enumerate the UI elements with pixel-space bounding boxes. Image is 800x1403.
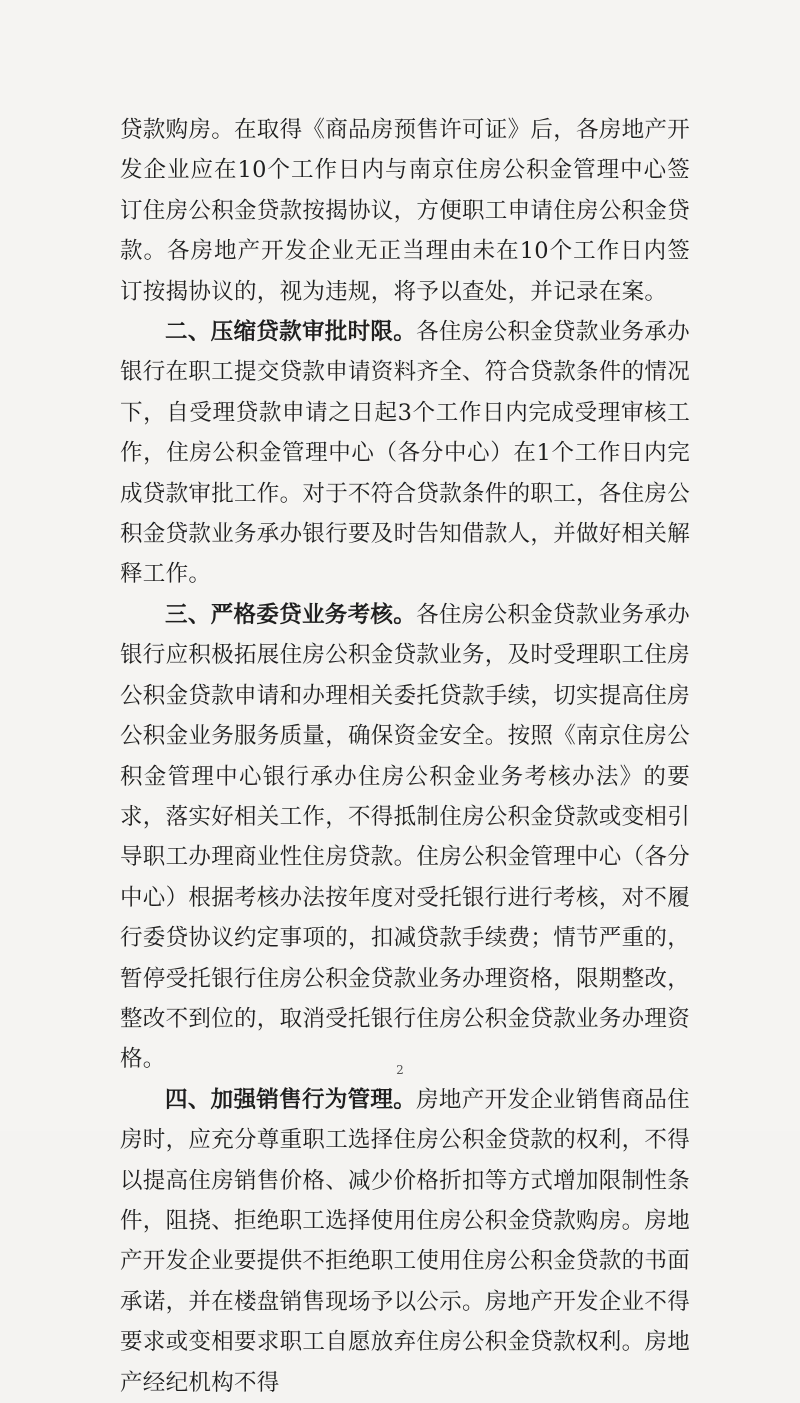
body-text xyxy=(120,110,690,1403)
page-number: 2 xyxy=(396,1063,404,1077)
paragraph-4 xyxy=(120,1080,690,1403)
paragraph-3-text: 各住房公积金贷款业务承办银行应积极拓展住房公积金贷款业务，及时受理职工住房公积金贷款申请和办理相关委托贷款手续，切实提高住房公积金业务服务质量，确保资金安全。按照《南京住房公积金管理中心银行承办住房公积金业务考核办法》的要求，落实好相关工作，不得抵制住房公积金贷款或变相引导职工办理商业性住房贷款。住房公积金管理中心（各分中心）根据考核办法按年度对受托银行进行考核，对不履行委贷协议约定事项的，扣减贷款手续费；情节严重的，暂停受托银行住房公积金贷款业务办理资格，限期整改，整改不到位的，取消受托银行住房公积金贷款业务办理资格。 xyxy=(120,601,691,1073)
paragraph-2 xyxy=(120,312,690,595)
paragraph-1-text: 贷款购房。在取得《商品房预售许可证》后，各房地产开发企业应在10个工作日内与南京住房公积金管理中心签订住房公积金贷款按揭协议，方便职工申请住房公积金贷款。各房地产开发企业无正当理由未在10个工作日内签订按揭协议的，视为违规，将予以查处，并记录在案。 xyxy=(120,117,691,305)
paragraph-3 xyxy=(120,595,690,1080)
paragraph-2-text: 各住房公积金贷款业务承办银行在职工提交贷款申请资料齐全、符合贷款条件的情况下，自受理贷款申请之日起3个工作日内完成受理审核工作，住房公积金管理中心（各分中心）在1个工作日内完成贷款审批工作。对于不符合贷款条件的职工，各住房公积金贷款业务承办银行要及时告知借款人，并做好相关解释工作。 xyxy=(120,319,691,588)
paragraph-1 xyxy=(120,110,690,312)
section-heading-3: 三、严格委贷业务考核。 xyxy=(165,601,417,628)
section-heading-4: 四、加强销售行为管理。 xyxy=(165,1086,417,1113)
paragraph-4-text: 房地产开发企业销售商品住房时，应充分尊重职工选择住房公积金贷款的权利，不得以提高住房销售价格、减少价格折扣等方式增加限制性条件，阻挠、拒绝职工选择使用住房公积金贷款购房。房地产开发企业要提供不拒绝职工使用住房公积金贷款的书面承诺，并在楼盘销售现场予以公示。房地产开发企业不得要求或变相要求职工自愿放弃住房公积金贷款权利。房地产经纪机构不得 xyxy=(120,1086,691,1396)
section-heading-2: 二、压缩贷款审批时限。 xyxy=(165,319,417,346)
